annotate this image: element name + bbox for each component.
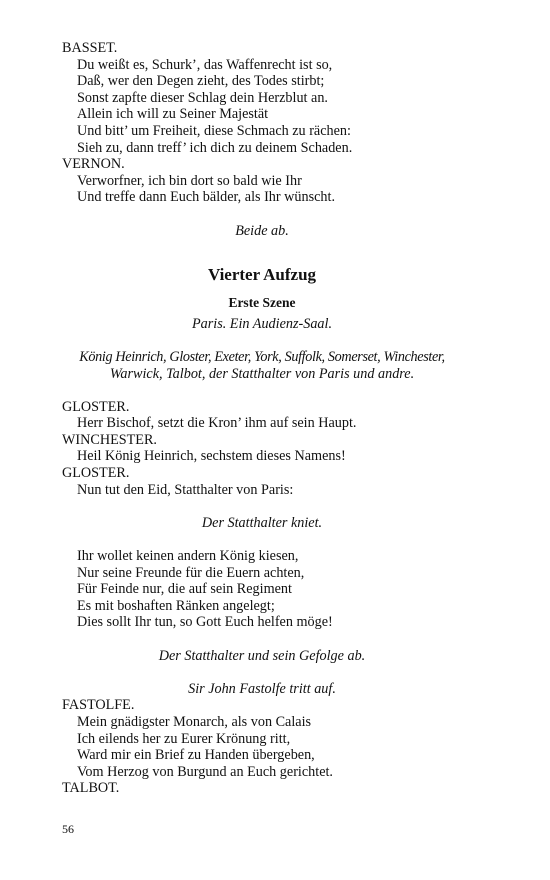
cast-line: Warwick, Talbot, der Statthalter von Paris und andre.	[109, 365, 415, 382]
speaker-gloster: GLOSTER.	[62, 398, 130, 415]
verse-line: Und treffe dann Euch bälder, als Ihr wünscht.	[77, 189, 336, 206]
speaker-winchester: WINCHESTER.	[62, 431, 157, 448]
verse-line: Für Feinde nur, die auf sein Regiment	[77, 581, 292, 598]
speaker-basset: BASSET.	[62, 40, 118, 56]
speaker-gloster: GLOSTER.	[62, 465, 130, 482]
verse-line: Sieh zu, dann treff’ ich dich zu deinem Schaden.	[77, 139, 353, 156]
verse-line: Ihr wollet keinen andern König kiesen,	[77, 548, 299, 565]
act-title: Vierter Aufzug	[207, 264, 317, 284]
page-text	[62, 40, 462, 797]
verse-line: Heil König Heinrich, sechstem dieses Namens!	[77, 448, 346, 465]
verse-line: Und bitt’ um Freiheit, diese Schmach zu rächen:	[77, 122, 351, 139]
stage-direction: Beide ab.	[235, 222, 289, 239]
page-number: 56	[62, 822, 74, 836]
verse-line: Nun tut den Eid, Statthalter von Paris:	[77, 481, 294, 498]
verse-line: Daß, wer den Degen zieht, des Todes stirbt;	[77, 73, 325, 90]
verse-line: Verworfner, ich bin dort so bald wie Ihr	[77, 172, 302, 189]
verse-line: Ich eilends her zu Eurer Krönung ritt,	[77, 730, 291, 747]
speaker-fastolfe: FASTOLFE.	[62, 697, 135, 714]
verse-line: Allein ich will zu Seiner Majestät	[77, 106, 269, 123]
verse-line: Mein gnädigster Monarch, als von Calais	[77, 713, 312, 730]
verse-line: Herr Bischof, setzt die Kron’ ihm auf sein Haupt.	[77, 415, 357, 432]
speaker-vernon: VERNON.	[62, 156, 125, 173]
scene-title: Erste Szene	[228, 294, 296, 310]
verse-line: Du weißt es, Schurk’, das Waffenrecht ist so,	[77, 56, 333, 73]
cast-line: König Heinrich, Gloster, Exeter, York, Suffolk, Somerset, Winchester,	[79, 348, 445, 365]
cast-list	[62, 349, 462, 382]
stage-direction: Der Statthalter und sein Gefolge ab.	[158, 647, 366, 664]
stage-direction: Sir John Fastolfe tritt auf.	[188, 680, 336, 697]
verse-line: Sonst zapfte dieser Schlag dein Herzblut an.	[77, 89, 328, 106]
verse-line: Es mit boshaften Ränken angelegt;	[77, 597, 275, 614]
verse-line: Vom Herzog von Burgund an Euch gerichtet.	[77, 763, 333, 780]
verse-line: Dies sollt Ihr tun, so Gott Euch helfen möge!	[77, 614, 333, 631]
verse-line: Ward mir ein Brief zu Handen übergeben,	[77, 747, 315, 764]
stage-direction: Der Statthalter kniet.	[201, 514, 323, 531]
speaker-talbot: TALBOT.	[62, 780, 120, 797]
scene-setting: Paris. Ein Audienz-Saal.	[191, 315, 333, 332]
verse-line: Nur seine Freunde für die Euern achten,	[77, 564, 305, 581]
